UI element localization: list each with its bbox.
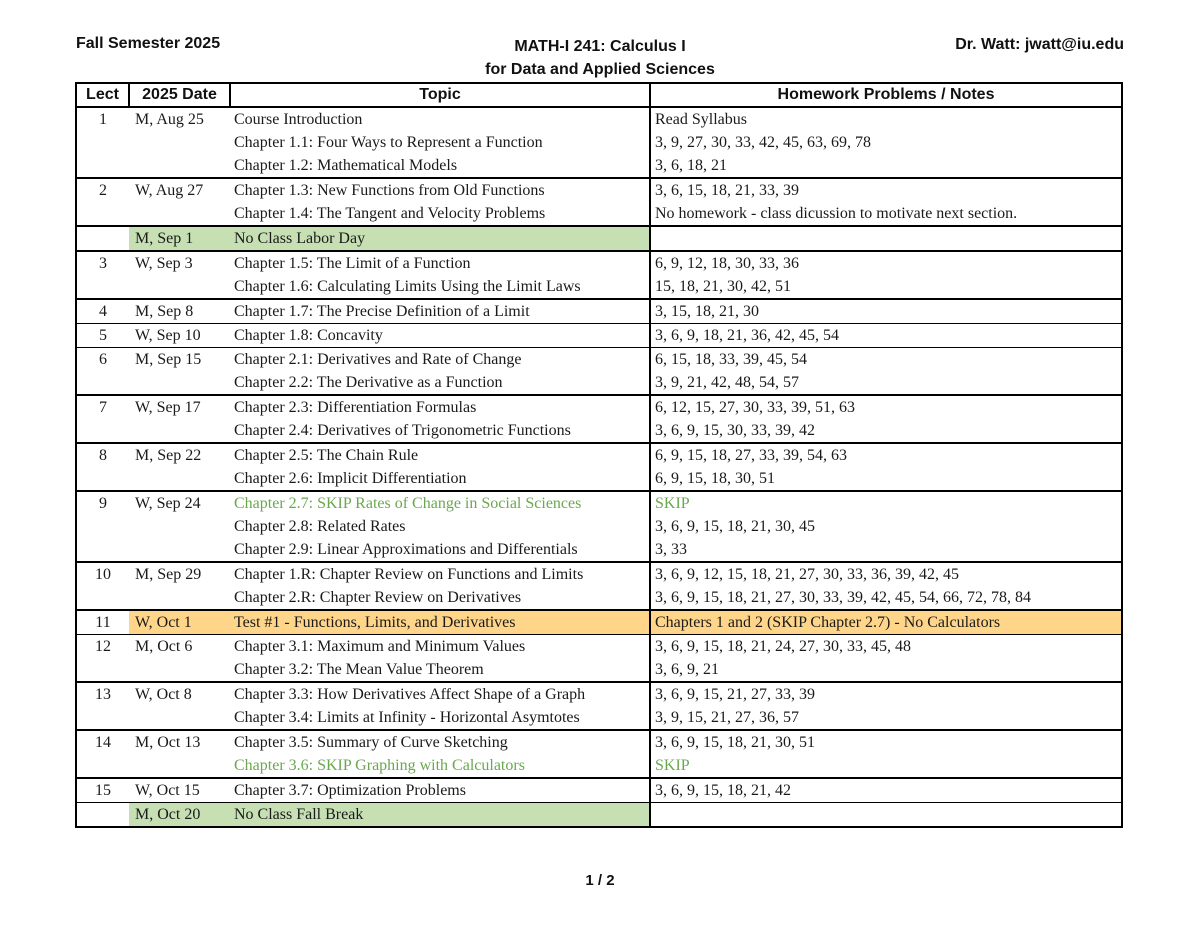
topic-cell (230, 778, 650, 803)
homework-text: 3, 6, 9, 15, 30, 33, 39, 42 (655, 422, 815, 439)
table-row (76, 491, 1122, 562)
homework-cell (650, 443, 1122, 491)
lecture-number: 11 (95, 614, 111, 631)
homework-cell (650, 107, 1122, 178)
topic-cell (230, 299, 650, 324)
topic-cell (230, 682, 650, 730)
lecture-date: W, Oct 8 (135, 686, 192, 703)
semester-label: Fall Semester 2025 (76, 35, 221, 52)
homework-text: No homework - class dicussion to motivate next section. (655, 205, 1018, 222)
topic-text: Chapter 3.6: SKIP Graphing with Calculators (234, 757, 525, 774)
homework-text: 15, 18, 21, 30, 42, 51 (655, 278, 791, 295)
lecture-number: 12 (95, 638, 111, 655)
lecture-date: M, Sep 1 (135, 230, 194, 247)
lecture-number-cell (76, 635, 129, 683)
homework-text: 3, 9, 27, 30, 33, 42, 45, 63, 69, 78 (655, 134, 871, 151)
lecture-number-cell (76, 299, 129, 324)
topic-cell (230, 491, 650, 562)
lecture-number-cell (76, 803, 129, 828)
homework-text: SKIP (655, 495, 690, 512)
homework-cell (650, 610, 1122, 635)
topic-text: Chapter 2.8: Related Rates (234, 518, 406, 535)
lecture-date: W, Oct 15 (135, 782, 200, 799)
course-title (400, 35, 800, 81)
lecture-number-cell (76, 348, 129, 396)
date-cell (129, 107, 230, 178)
homework-text: 3, 6, 9, 21 (655, 661, 719, 678)
homework-text: 3, 9, 21, 42, 48, 54, 57 (655, 374, 799, 391)
homework-cell (650, 178, 1122, 226)
lecture-number: 15 (95, 782, 111, 799)
homework-text: 6, 9, 15, 18, 30, 51 (655, 470, 775, 487)
lecture-date: M, Oct 13 (135, 734, 201, 751)
table-row (76, 803, 1122, 828)
table-row (76, 778, 1122, 803)
lecture-number-cell (76, 178, 129, 226)
schedule-body (76, 107, 1122, 827)
topic-text: Chapter 1.4: The Tangent and Velocity Problems (234, 205, 546, 222)
topic-cell (230, 226, 650, 251)
lecture-number-cell (76, 443, 129, 491)
date-cell (129, 610, 230, 635)
lecture-number-cell (76, 324, 129, 348)
lecture-date: M, Sep 8 (135, 303, 194, 320)
topic-cell (230, 107, 650, 178)
homework-text: 3, 6, 9, 15, 18, 21, 30, 45 (655, 518, 815, 535)
lecture-date: M, Sep 22 (135, 447, 202, 464)
topic-text: Chapter 2.2: The Derivative as a Function (234, 374, 503, 391)
column-header-lect: Lect (76, 83, 129, 107)
table-row (76, 226, 1122, 251)
lecture-date: W, Sep 3 (135, 255, 193, 272)
homework-cell (650, 251, 1122, 299)
homework-cell (650, 778, 1122, 803)
lecture-number: 7 (99, 399, 107, 416)
homework-text: 3, 33 (655, 541, 687, 558)
homework-cell (650, 395, 1122, 443)
homework-text: 3, 6, 9, 12, 15, 18, 21, 27, 30, 33, 36, 39, 42, 45 (655, 566, 959, 583)
lecture-number-cell (76, 226, 129, 251)
homework-text: 3, 6, 18, 21 (655, 157, 727, 174)
topic-text: Chapter 2.3: Differentiation Formulas (234, 399, 477, 416)
topic-text: Chapter 2.1: Derivatives and Rate of Change (234, 351, 522, 368)
lecture-number-cell (76, 610, 129, 635)
lecture-number-cell (76, 682, 129, 730)
topic-text: Chapter 2.R: Chapter Review on Derivatives (234, 589, 522, 606)
lecture-number-cell (76, 107, 129, 178)
homework-text: SKIP (655, 757, 690, 774)
table-row (76, 251, 1122, 299)
topic-text: Chapter 1.1: Four Ways to Represent a Function (234, 134, 543, 151)
lecture-number-cell (76, 730, 129, 778)
date-cell (129, 178, 230, 226)
topic-text: Chapter 1.6: Calculating Limits Using the Limit Laws (234, 278, 581, 295)
topic-cell (230, 610, 650, 635)
instructor-contact: Dr. Watt: jwatt@iu.edu (955, 36, 1124, 53)
date-cell (129, 299, 230, 324)
lecture-number (77, 227, 129, 250)
date-cell (129, 395, 230, 443)
page-number: 1 / 2 (585, 872, 615, 889)
topic-cell (230, 348, 650, 396)
homework-text: 3, 9, 15, 21, 27, 36, 57 (655, 709, 799, 726)
date-cell (129, 778, 230, 803)
date-cell (129, 251, 230, 299)
lecture-date: W, Sep 24 (135, 495, 201, 512)
homework-cell (650, 730, 1122, 778)
homework-cell (650, 226, 1122, 251)
topic-text: Chapter 3.1: Maximum and Minimum Values (234, 638, 526, 655)
lecture-number: 8 (99, 447, 107, 464)
topic-text: Chapter 1.2: Mathematical Models (234, 157, 458, 174)
homework-text: 3, 15, 18, 21, 30 (655, 303, 759, 320)
course-title-line1: MATH-I 241: Calculus I (514, 38, 686, 55)
table-row (76, 178, 1122, 226)
homework-text: 3, 6, 9, 15, 21, 27, 33, 39 (655, 686, 815, 703)
table-row (76, 107, 1122, 178)
lecture-date: W, Aug 27 (135, 182, 204, 199)
lecture-number-cell (76, 491, 129, 562)
homework-text: 3, 6, 9, 15, 18, 21, 42 (655, 782, 791, 799)
lecture-date: M, Oct 6 (135, 638, 193, 655)
lecture-number: 3 (99, 255, 107, 272)
topic-text: Chapter 1.8: Concavity (234, 327, 383, 344)
homework-cell (650, 682, 1122, 730)
homework-text (655, 803, 1121, 826)
table-row (76, 395, 1122, 443)
lecture-number: 14 (95, 734, 111, 751)
topic-text: Chapter 2.5: The Chain Rule (234, 447, 419, 464)
homework-cell (650, 635, 1122, 683)
homework-text: 3, 6, 9, 15, 18, 21, 24, 27, 30, 33, 45, 48 (655, 638, 911, 655)
homework-text (655, 227, 1121, 250)
table-row (76, 682, 1122, 730)
homework-text: 3, 6, 9, 15, 18, 21, 30, 51 (655, 734, 815, 751)
topic-cell (230, 635, 650, 683)
homework-text: 3, 6, 9, 15, 18, 21, 27, 30, 33, 39, 42, 45, 54, 66, 72, 78, 84 (655, 589, 1031, 606)
lecture-number-cell (76, 395, 129, 443)
homework-cell (650, 348, 1122, 396)
topic-text: No Class Fall Break (234, 806, 364, 823)
lecture-date: M, Aug 25 (135, 111, 204, 128)
date-cell (129, 324, 230, 348)
lecture-date: W, Oct 1 (135, 614, 192, 631)
topic-text: Chapter 2.6: Implicit Differentiation (234, 470, 467, 487)
topic-text: Chapter 2.4: Derivatives of Trigonometric Functions (234, 422, 571, 439)
homework-text: 6, 15, 18, 33, 39, 45, 54 (655, 351, 807, 368)
lecture-number: 10 (95, 566, 111, 583)
lecture-number: 6 (99, 351, 107, 368)
lecture-number: 5 (99, 327, 107, 344)
homework-cell (650, 299, 1122, 324)
lecture-number: 2 (99, 182, 107, 199)
column-header-homework: Homework Problems / Notes (650, 83, 1122, 107)
table-row (76, 610, 1122, 635)
table-row (76, 443, 1122, 491)
lecture-number: 4 (99, 303, 107, 320)
topic-cell (230, 178, 650, 226)
column-header-date: 2025 Date (129, 83, 230, 107)
schedule-table (75, 82, 1123, 828)
date-cell (129, 803, 230, 828)
lecture-number: 13 (95, 686, 111, 703)
topic-text: Test #1 - Functions, Limits, and Derivatives (234, 614, 516, 631)
lecture-date: M, Oct 20 (135, 806, 201, 823)
lecture-number: 9 (99, 495, 107, 512)
topic-text: No Class Labor Day (234, 230, 366, 247)
topic-cell (230, 562, 650, 610)
topic-cell (230, 324, 650, 348)
homework-cell (650, 803, 1122, 828)
course-title-line2: for Data and Applied Sciences (485, 61, 715, 78)
topic-text: Chapter 1.5: The Limit of a Function (234, 255, 471, 272)
lecture-number (77, 803, 129, 826)
lecture-number-cell (76, 562, 129, 610)
topic-text: Chapter 3.7: Optimization Problems (234, 782, 466, 799)
date-cell (129, 730, 230, 778)
topic-cell (230, 730, 650, 778)
topic-text: Chapter 3.5: Summary of Curve Sketching (234, 734, 508, 751)
date-cell (129, 491, 230, 562)
topic-text: Chapter 1.3: New Functions from Old Functions (234, 182, 545, 199)
column-header-topic: Topic (230, 83, 650, 107)
homework-text: 6, 9, 15, 18, 27, 33, 39, 54, 63 (655, 447, 847, 464)
table-row (76, 635, 1122, 683)
lecture-date: W, Sep 10 (135, 327, 201, 344)
homework-text: Chapters 1 and 2 (SKIP Chapter 2.7) - No Calculators (655, 614, 1001, 631)
lecture-number-cell (76, 778, 129, 803)
table-row (76, 324, 1122, 348)
homework-text: 6, 9, 12, 18, 30, 33, 36 (655, 255, 799, 272)
topic-text: Course Introduction (234, 111, 363, 128)
lecture-date: M, Sep 15 (135, 351, 202, 368)
table-row (76, 299, 1122, 324)
topic-cell (230, 395, 650, 443)
table-row (76, 348, 1122, 396)
table-row (76, 730, 1122, 778)
homework-text: 6, 12, 15, 27, 30, 33, 39, 51, 63 (655, 399, 855, 416)
topic-text: Chapter 2.9: Linear Approximations and Differentials (234, 541, 578, 558)
homework-cell (650, 562, 1122, 610)
homework-text: Read Syllabus (655, 111, 747, 128)
homework-text: 3, 6, 9, 18, 21, 36, 42, 45, 54 (655, 327, 839, 344)
homework-text: 3, 6, 15, 18, 21, 33, 39 (655, 182, 799, 199)
lecture-number: 1 (99, 111, 107, 128)
topic-text: Chapter 3.3: How Derivatives Affect Shape of a Graph (234, 686, 586, 703)
table-header-row (76, 83, 1122, 107)
date-cell (129, 348, 230, 396)
date-cell (129, 443, 230, 491)
topic-cell (230, 803, 650, 828)
topic-text: Chapter 1.R: Chapter Review on Functions and Limits (234, 566, 584, 583)
topic-text: Chapter 3.2: The Mean Value Theorem (234, 661, 484, 678)
table-row (76, 562, 1122, 610)
date-cell (129, 635, 230, 683)
topic-text: Chapter 2.7: SKIP Rates of Change in Social Sciences (234, 495, 582, 512)
topic-text: Chapter 3.4: Limits at Infinity - Horizontal Asymtotes (234, 709, 580, 726)
topic-text: Chapter 1.7: The Precise Definition of a Limit (234, 303, 530, 320)
homework-cell (650, 491, 1122, 562)
date-cell (129, 682, 230, 730)
topic-cell (230, 251, 650, 299)
topic-cell (230, 443, 650, 491)
date-cell (129, 226, 230, 251)
lecture-number-cell (76, 251, 129, 299)
date-cell (129, 562, 230, 610)
homework-cell (650, 324, 1122, 348)
lecture-date: M, Sep 29 (135, 566, 202, 583)
lecture-date: W, Sep 17 (135, 399, 201, 416)
